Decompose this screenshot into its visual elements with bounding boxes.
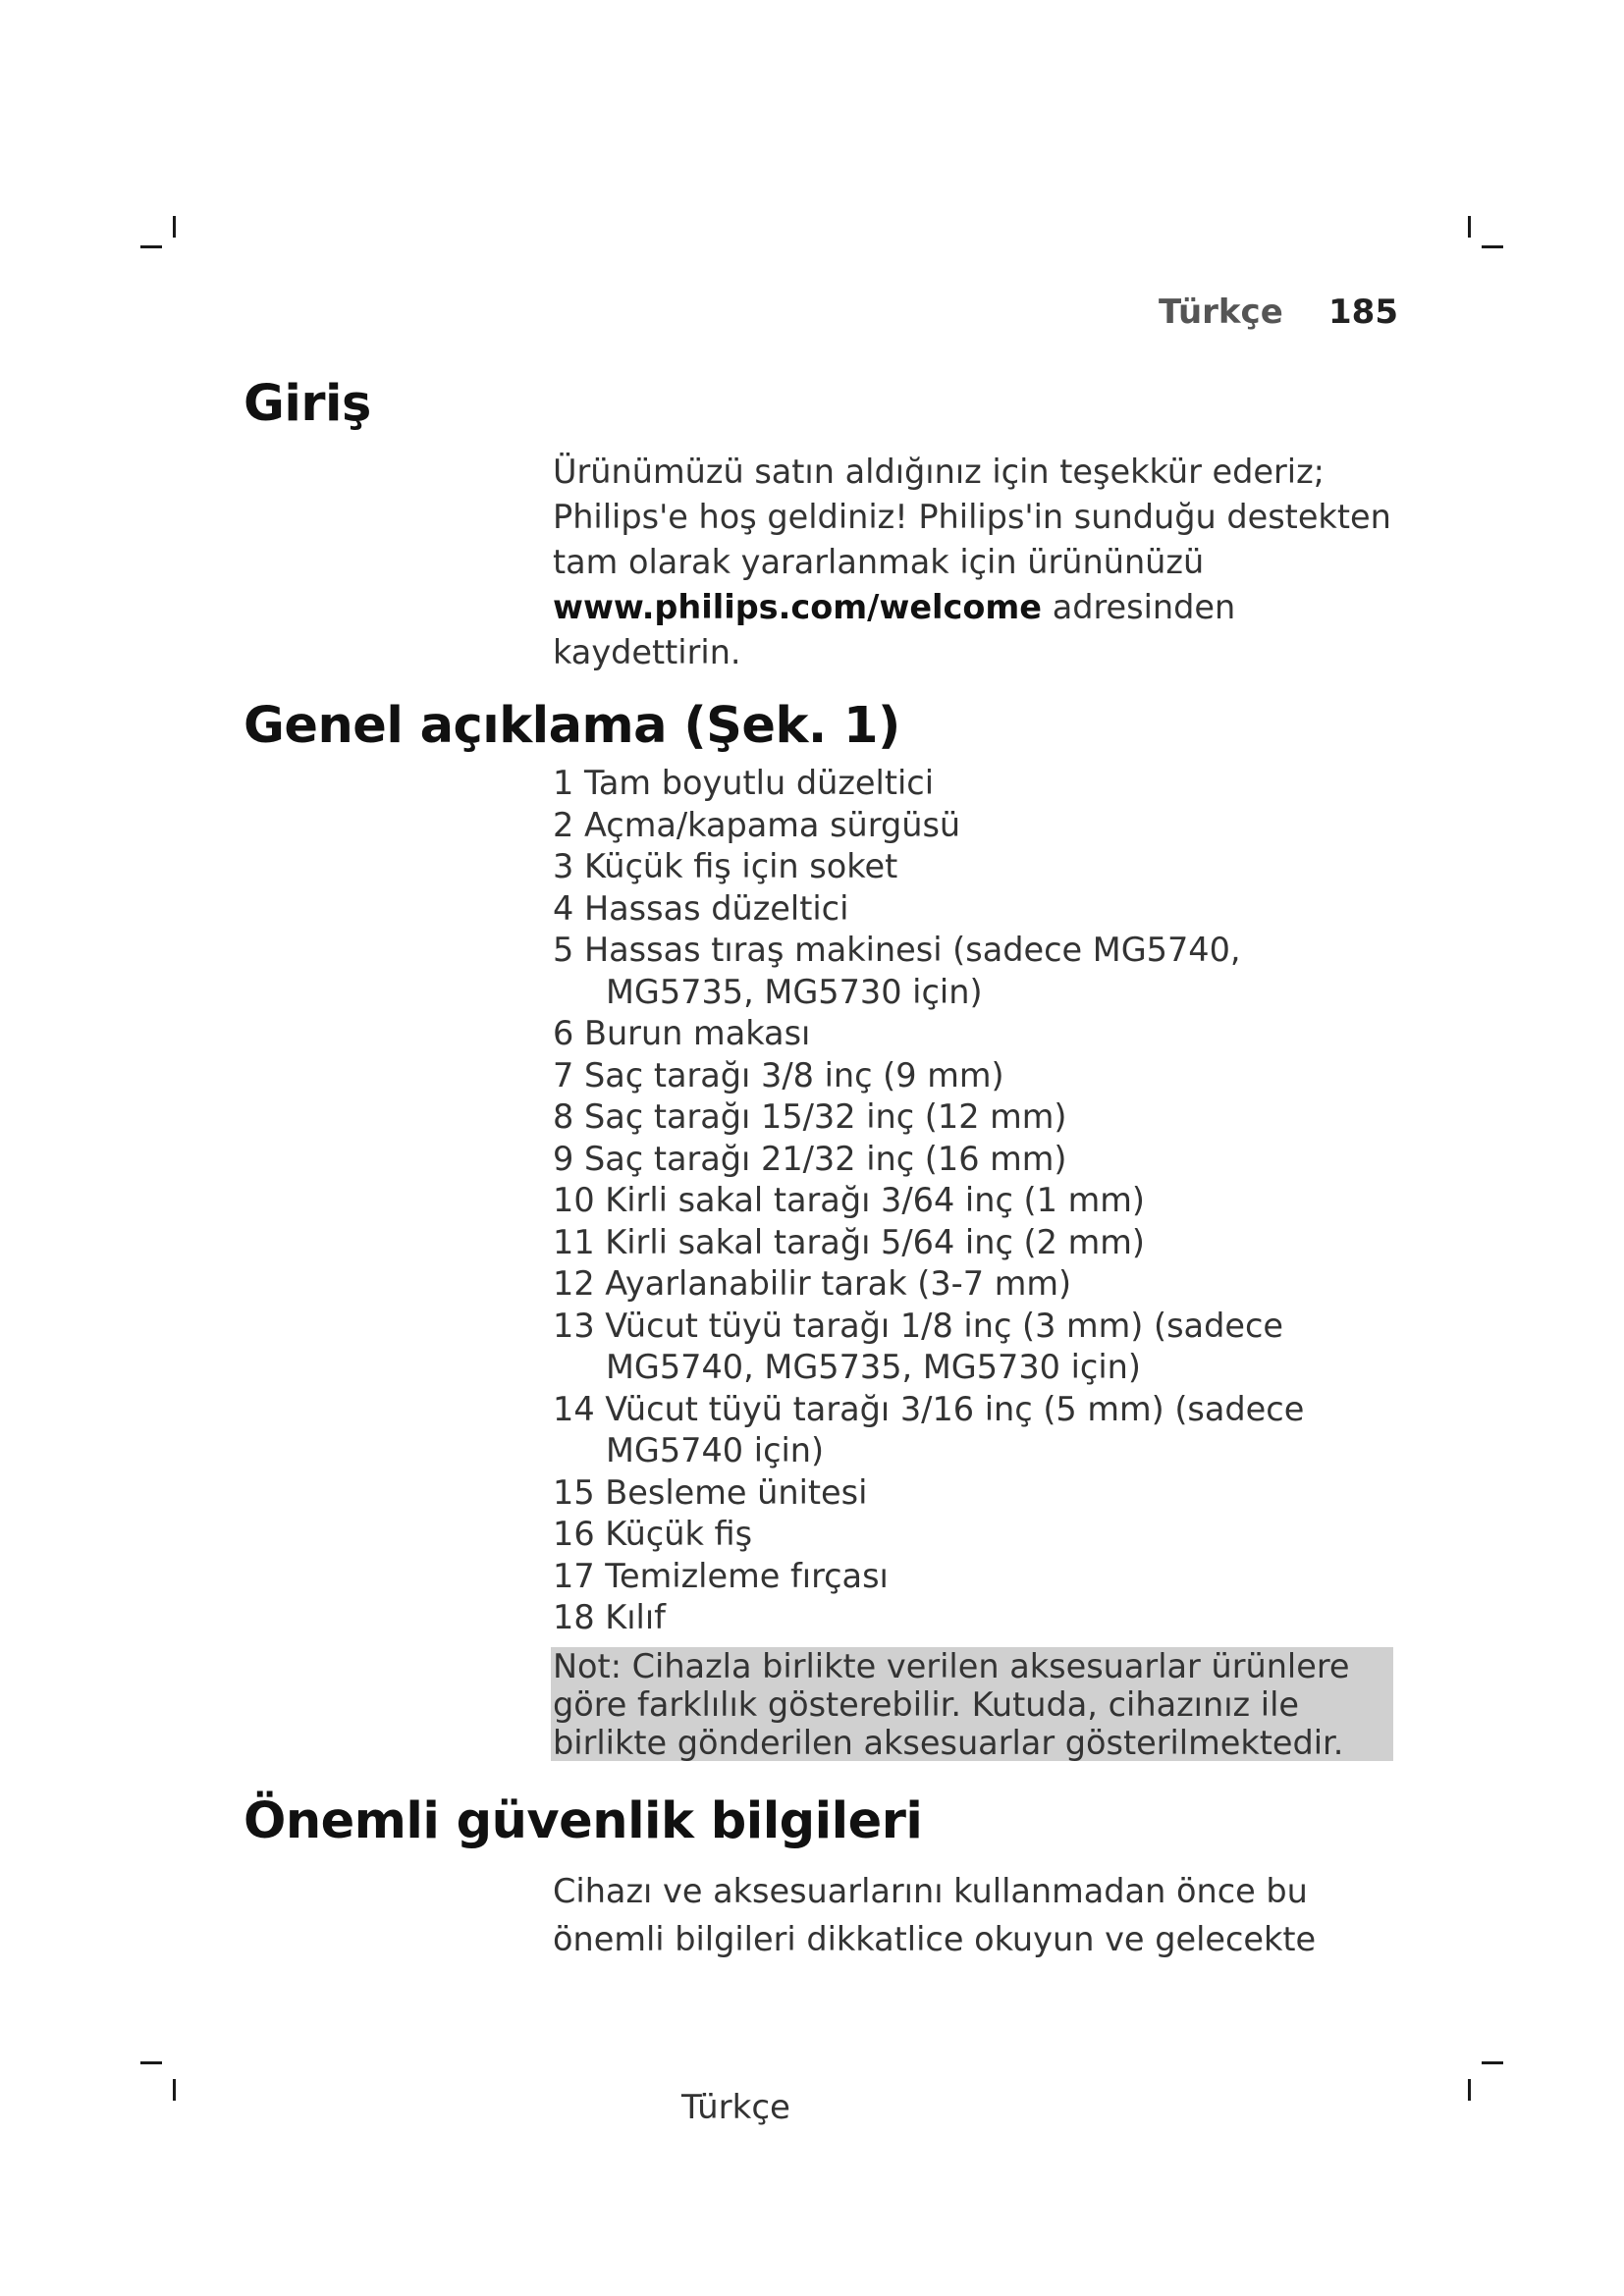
crop-mark-bottom-right-v: [1468, 2079, 1471, 2101]
list-item: 7 Saç tarağı 3/8 inç (9 mm): [553, 1055, 1004, 1095]
list-item: 3 Küçük fiş için soket: [553, 847, 898, 885]
list-item: 17 Temizleme fırçası: [553, 1556, 889, 1595]
intro-text: [553, 450, 1397, 675]
list-item: 16 Küçük fiş: [553, 1515, 753, 1553]
parts-list-container: [553, 763, 1407, 1639]
crop-mark-top-right-h: [1482, 245, 1503, 248]
page-number: 185: [1328, 293, 1398, 332]
intro-heading: Giriş: [244, 375, 371, 433]
list-item: 2 Açma/kapama sürgüsü: [553, 805, 961, 844]
list-item: 15 Besleme ünitesi: [553, 1472, 868, 1512]
crop-mark-top-left-v: [173, 216, 176, 238]
list-item: 13 Vücut tüyü tarağı 1/8 inç (3 mm) (sadece: [553, 1306, 1283, 1345]
accessories-note: Not: Cihazla birlikte verilen aksesuarlar ürünlere göre farklılık gösterebilir. Kutuda, cihazınız ile birlikte gönderilen aksesuarlar gösterilmektedir.: [551, 1647, 1393, 1761]
list-item-continuation: MG5735, MG5730 için): [606, 972, 983, 1011]
list-item: 10 Kirli sakal tarağı 3/64 inç (1 mm): [553, 1181, 1145, 1219]
list-item: 5 Hassas tıraş makinesi (sadece MG5740,: [553, 931, 1241, 969]
safety-text: [553, 1867, 1319, 1963]
list-item: 12 Ayarlanabilir tarak (3-7 mm): [553, 1264, 1072, 1303]
list-item: 1 Tam boyutlu düzeltici: [553, 764, 934, 802]
list-item: 9 Saç tarağı 21/32 inç (16 mm): [553, 1139, 1067, 1178]
header-language: Türkçe: [1159, 293, 1283, 332]
crop-mark-bottom-right-h: [1482, 2061, 1503, 2064]
overview-heading: Genel açıklama (Şek. 1): [244, 697, 900, 755]
list-item-continuation: MG5740 için): [606, 1431, 825, 1469]
safety-heading: Önemli güvenlik bilgileri: [244, 1792, 923, 1850]
list-item: 8 Saç tarağı 15/32 inç (12 mm): [553, 1097, 1067, 1136]
list-item-continuation: MG5740, MG5735, MG5730 için): [606, 1348, 1141, 1386]
welcome-url: www.philips.com/welcome: [553, 588, 1043, 626]
footer-language: Türkçe: [681, 2088, 790, 2127]
intro-text-before: Ürünümüzü satın aldığınız için teşekkür ederiz; Philips'e hoş geldiniz! Philips'in sunduğu destekten tam olarak yararlanmak için ürününüzü: [553, 453, 1391, 581]
list-item: 18 Kılıf: [553, 1598, 666, 1636]
crop-mark-bottom-left-h: [140, 2061, 162, 2064]
crop-mark-bottom-left-v: [173, 2079, 176, 2101]
list-item: 6 Burun makası: [553, 1014, 811, 1052]
list-item: 11 Kirli sakal tarağı 5/64 inç (2 mm): [553, 1222, 1145, 1261]
running-header: [1159, 293, 1398, 336]
crop-mark-top-left-h: [140, 245, 162, 248]
list-item: 14 Vücut tüyü tarağı 3/16 inç (5 mm) (sadece: [553, 1389, 1305, 1428]
safety-paragraph: Cihazı ve aksesuarlarını kullanmadan önce bu önemli bilgileri dikkatlice okuyun ve gelecekte: [553, 1872, 1317, 1958]
intro-text-after: adresinden kaydettirin.: [553, 588, 1236, 671]
crop-mark-top-right-v: [1468, 216, 1471, 238]
parts-list: [553, 763, 1407, 1639]
list-item: 4 Hassas düzeltici: [553, 888, 849, 928]
